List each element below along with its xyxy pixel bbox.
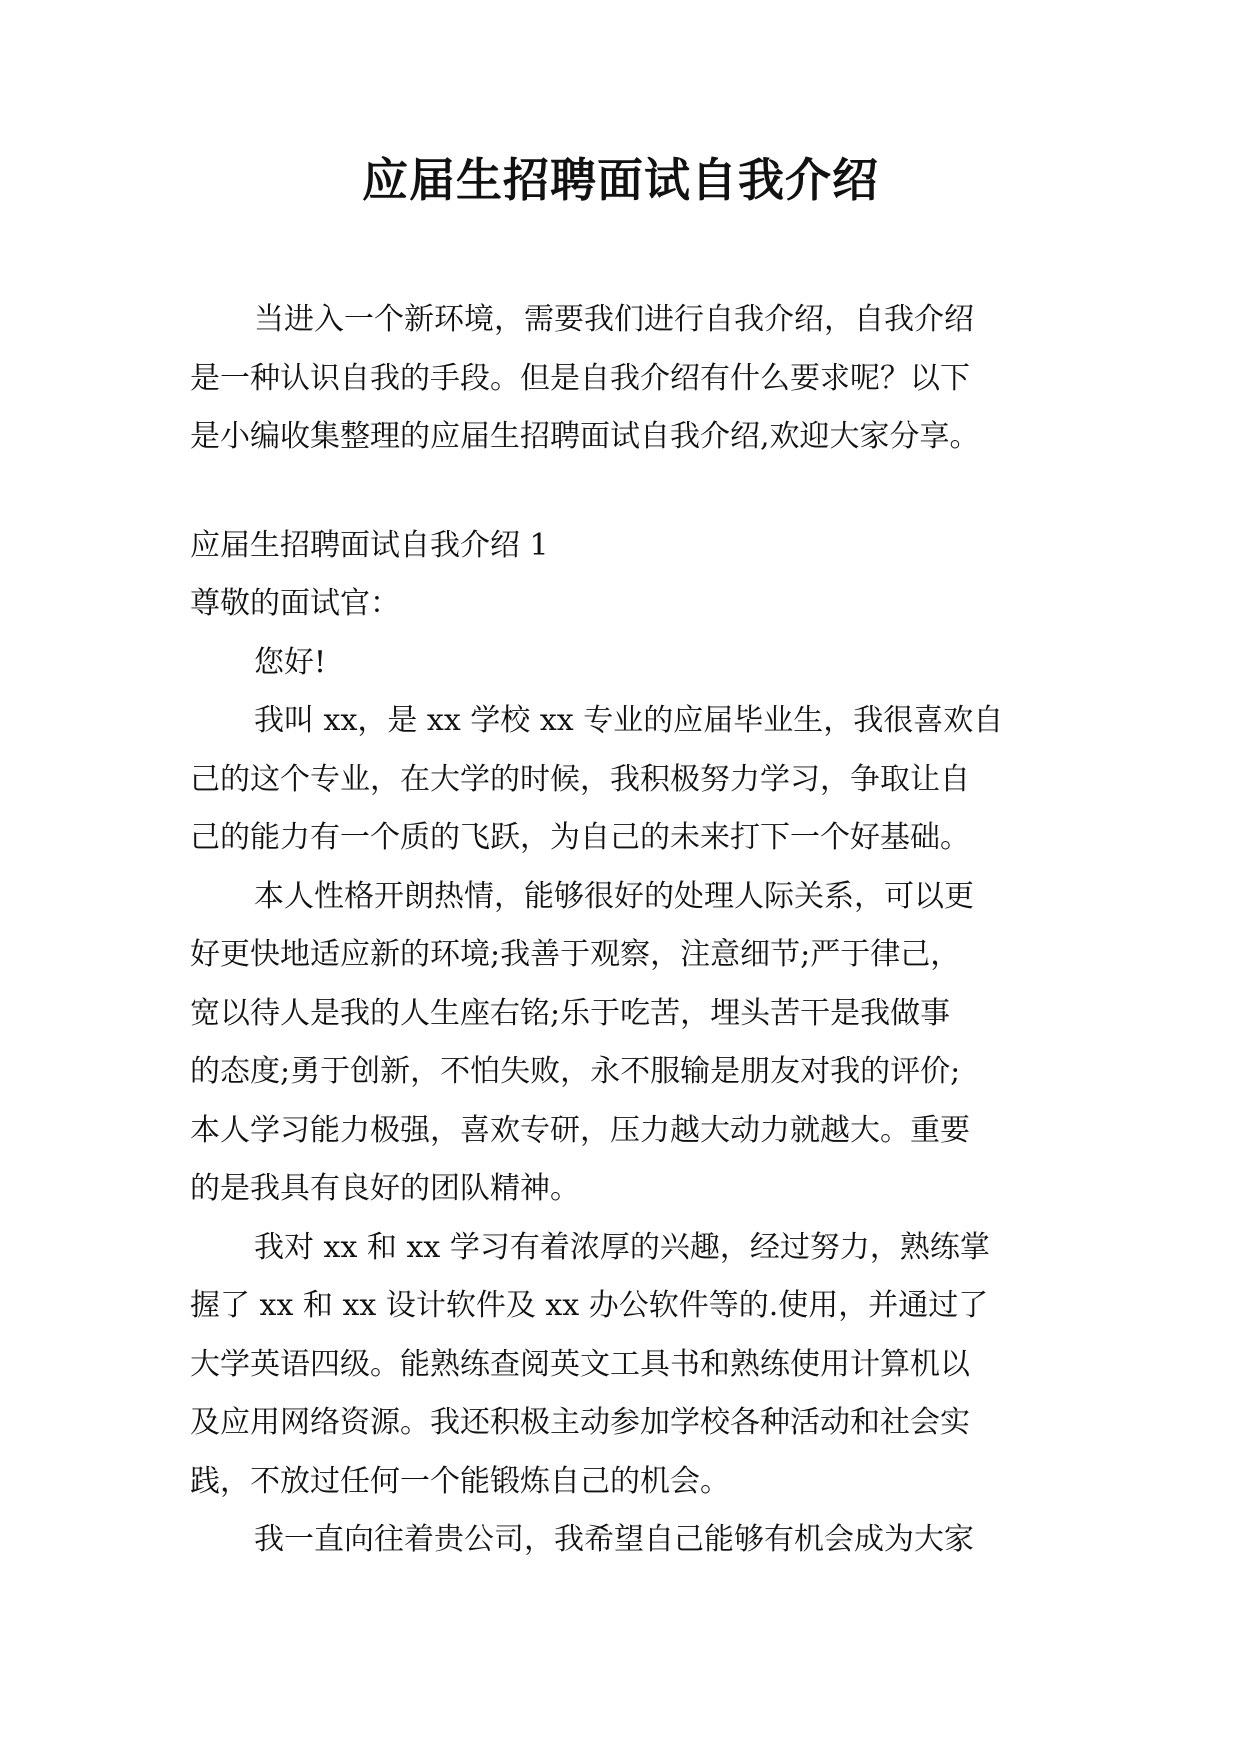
paragraph-gap	[190, 467, 1070, 517]
paragraph-line: 践，不放过任何一个能锻炼自己的机会。	[190, 1463, 730, 1499]
intro-paragraph	[190, 291, 1070, 467]
intro-line: 当进入一个新环境，需要我们进行自我介绍，自我介绍	[254, 302, 974, 337]
paragraph-line: 我一直向往着贵公司，我希望自己能够有机会成为大家	[254, 1522, 974, 1557]
paragraph-line: 宽以待人是我的人生座右铭;乐于吃苦，埋头苦干是我做事	[190, 995, 951, 1031]
paragraph-line: 及应用网络资源。我还积极主动参加学校各种活动和社会实	[190, 1405, 970, 1440]
paragraph-line: 本人性格开朗热情，能够很好的处理人际关系，可以更	[254, 878, 974, 914]
paragraph-1	[190, 692, 1070, 868]
section-heading: 应届生招聘面试自我介绍 1	[190, 527, 549, 563]
paragraph-line: 本人学习能力极强，喜欢专研，压力越大动力就越大。重要	[190, 1112, 970, 1148]
document-body	[190, 291, 1070, 1570]
paragraph-line: 好更快地适应新的环境;我善于观察，注意细节;严于律己，	[190, 937, 961, 972]
intro-line: 是小编收集整理的应届生招聘面试自我介绍,欢迎大家分享。	[190, 419, 980, 454]
document-title: 应届生招聘面试自我介绍	[362, 153, 879, 207]
paragraph-2	[190, 868, 1070, 1219]
paragraph-line: 的是我具有良好的团队精神。	[190, 1171, 580, 1206]
paragraph-line: 我叫 xx，是 xx 学校 xx 专业的应届毕业生，我很喜欢自	[254, 703, 1004, 738]
paragraph-line: 我对 xx 和 xx 学习有着浓厚的兴趣，经过努力，熟练掌	[254, 1229, 990, 1265]
paragraph-line: 己的这个专业，在大学的时候，我积极努力学习，争取让自	[190, 761, 970, 797]
paragraph-line: 大学英语四级。能熟练查阅英文工具书和熟练使用计算机以	[190, 1346, 970, 1382]
paragraph-3	[190, 1219, 1070, 1512]
paragraph-line: 的态度;勇于创新，不怕失败，永不服输是朋友对我的评价;	[190, 1054, 961, 1089]
paragraph-line: 握了 xx 和 xx 设计软件及 xx 办公软件等的.使用，并通过了	[190, 1288, 989, 1323]
intro-line: 是一种认识自我的手段。但是自我介绍有什么要求呢？以下	[190, 360, 970, 396]
greeting: 您好!	[254, 644, 327, 680]
paragraph-4	[190, 1511, 1070, 1570]
salutation: 尊敬的面试官：	[190, 586, 400, 621]
paragraph-line: 己的能力有一个质的飞跃，为自己的未来打下一个好基础。	[190, 820, 970, 855]
